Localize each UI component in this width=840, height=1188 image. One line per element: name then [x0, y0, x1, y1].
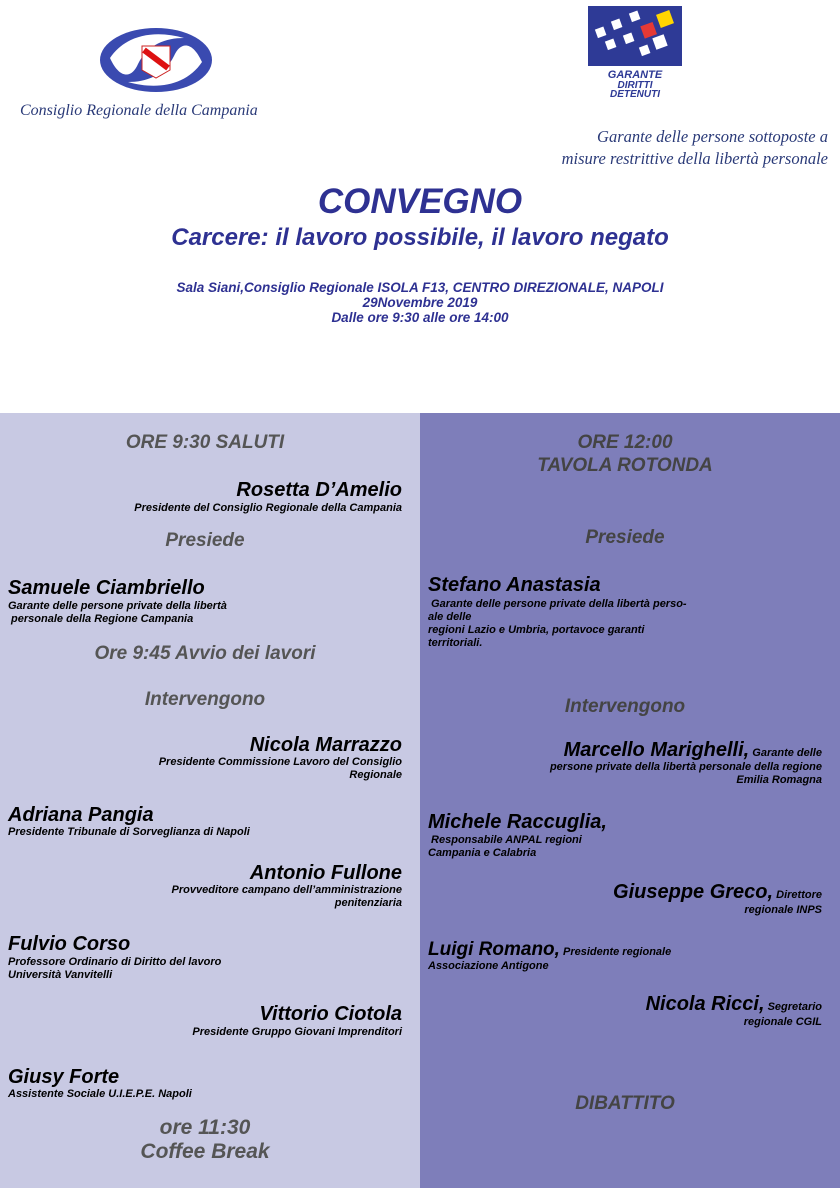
- avvio-heading: Ore 9:45 Avvio dei lavori: [94, 643, 316, 664]
- speaker-role-line: Garante delle persone private della libertà: [8, 600, 227, 612]
- speaker-role-line: persone private della libertà personale della regione: [549, 761, 822, 773]
- speaker-role-line: Università Vanvitelli: [8, 969, 113, 981]
- speaker-name: Samuele Ciambriello: [8, 577, 205, 599]
- speaker-role: Presidente Gruppo Giovani Imprenditori: [192, 1026, 402, 1038]
- speaker-entry: [613, 881, 822, 904]
- speaker-role-inline: Garante delle: [749, 747, 822, 759]
- consiglio-regionale-logo: [96, 24, 216, 96]
- event-hours: Dalle ore 9:30 alle ore 14:00: [331, 310, 509, 325]
- speaker-role-inline: Segretario: [764, 1001, 822, 1013]
- presiede-heading: Presiede: [165, 530, 245, 551]
- speaker-role: Presidente Tribunale di Sorveglianza di Napoli: [8, 826, 250, 838]
- speaker-role-line: penitenziaria: [334, 897, 402, 909]
- speaker-name: Giuseppe Greco,: [613, 881, 774, 903]
- speaker-role-inline: Presidente regionale: [559, 946, 672, 958]
- speaker-role: Assistente Sociale U.I.E.P.E. Napoli: [8, 1088, 192, 1100]
- speaker-role-line: Provveditore campano dell’amministrazione: [171, 884, 402, 896]
- garante-subtitle-line1: Garante delle persone sottoposte a: [597, 127, 828, 146]
- break-label: Coffee Break: [140, 1140, 270, 1163]
- speaker-role: [428, 761, 822, 787]
- garante-diritti-detenuti-logo: [588, 6, 682, 98]
- event-title: CONVEGNO: [317, 182, 523, 221]
- logo-text-detenuti: DETENUTI: [610, 89, 660, 98]
- speaker-role-line: ale delle: [428, 611, 472, 623]
- event-date: 29Novembre 2019: [362, 295, 478, 310]
- speaker-role-line: Presidente Commissione Lavoro del Consiglio: [158, 756, 402, 768]
- speaker-role-line: Regionale: [349, 769, 402, 781]
- logo-text-diritti: DIRITTI: [617, 80, 653, 91]
- speaker-role: Associazione Antigone: [428, 960, 549, 972]
- presiede-heading: Presiede: [585, 527, 665, 548]
- speaker-role-inline: Direttore: [773, 889, 822, 901]
- speaker-name: Nicola Ricci,: [645, 993, 765, 1015]
- garante-subtitle: [478, 126, 828, 170]
- speaker-role: [428, 834, 822, 860]
- speaker-role: [8, 884, 402, 910]
- garante-subtitle-line2: misure restrittive della libertà personale: [561, 149, 828, 168]
- speaker-entry: [646, 993, 822, 1016]
- speaker-role-line: territoriali.: [428, 637, 483, 649]
- speaker-name: Nicola Marrazzo: [249, 734, 402, 756]
- dibattito-heading: DIBATTITO: [575, 1093, 675, 1114]
- speaker-name: Rosetta D’Amelio: [236, 479, 402, 501]
- consiglio-regionale-name: Consiglio Regionale della Campania: [20, 102, 258, 119]
- speaker-role: [8, 956, 402, 982]
- intervengono-heading: Intervengono: [144, 689, 266, 710]
- speaker-role: regionale CGIL: [743, 1016, 822, 1028]
- speaker-role-line: Garante delle persone private della libertà perso-: [428, 598, 687, 610]
- speaker-entry: [564, 739, 822, 762]
- speaker-role-line: Campania e Calabria: [428, 847, 537, 859]
- intervengono-heading: Intervengono: [564, 696, 686, 717]
- speaker-role-line: Professore Ordinario di Diritto del lavoro: [8, 956, 222, 968]
- tavola-time: ORE 12:00: [577, 432, 673, 453]
- speaker-role-line: Emilia Romagna: [736, 774, 822, 786]
- speaker-role-line: Responsabile ANPAL regioni: [428, 834, 582, 846]
- event-info: [0, 280, 840, 325]
- speaker-role: Presidente del Consiglio Regionale della Campania: [134, 502, 402, 514]
- speaker-role-line: regioni Lazio e Umbria, portavoce garanti: [428, 624, 645, 636]
- event-venue: Sala Siani,Consiglio Regionale ISOLA F13, CENTRO DIREZIONALE, NAPOLI: [176, 280, 664, 295]
- speaker-name: Luigi Romano,: [428, 939, 560, 960]
- tavola-label: TAVOLA ROTONDA: [537, 455, 713, 476]
- logo-text-garante: GARANTE: [607, 69, 663, 81]
- break-time: ore 11:30: [159, 1116, 251, 1139]
- speaker-name: Adriana Pangia: [8, 804, 154, 826]
- speaker-name: Vittorio Ciotola: [259, 1003, 402, 1025]
- speaker-role-line: personale della Regione Campania: [8, 613, 194, 625]
- speaker-name: Giusy Forte: [8, 1066, 120, 1088]
- event-subtitle: Carcere: il lavoro possibile, il lavoro negato: [171, 224, 669, 251]
- speaker-name: Michele Raccuglia,: [428, 811, 607, 833]
- saluti-heading: ORE 9:30 SALUTI: [125, 432, 285, 453]
- speaker-name: Marcello Marighelli,: [563, 739, 750, 761]
- speaker-role: [8, 756, 402, 782]
- speaker-name: Antonio Fullone: [249, 862, 402, 884]
- speaker-role: [8, 600, 388, 626]
- speaker-name: Fulvio Corso: [8, 933, 131, 955]
- speaker-name: Stefano Anastasia: [428, 574, 601, 596]
- speaker-entry: [428, 939, 671, 961]
- speaker-role: regionale INPS: [744, 904, 822, 916]
- speaker-role: [428, 598, 828, 650]
